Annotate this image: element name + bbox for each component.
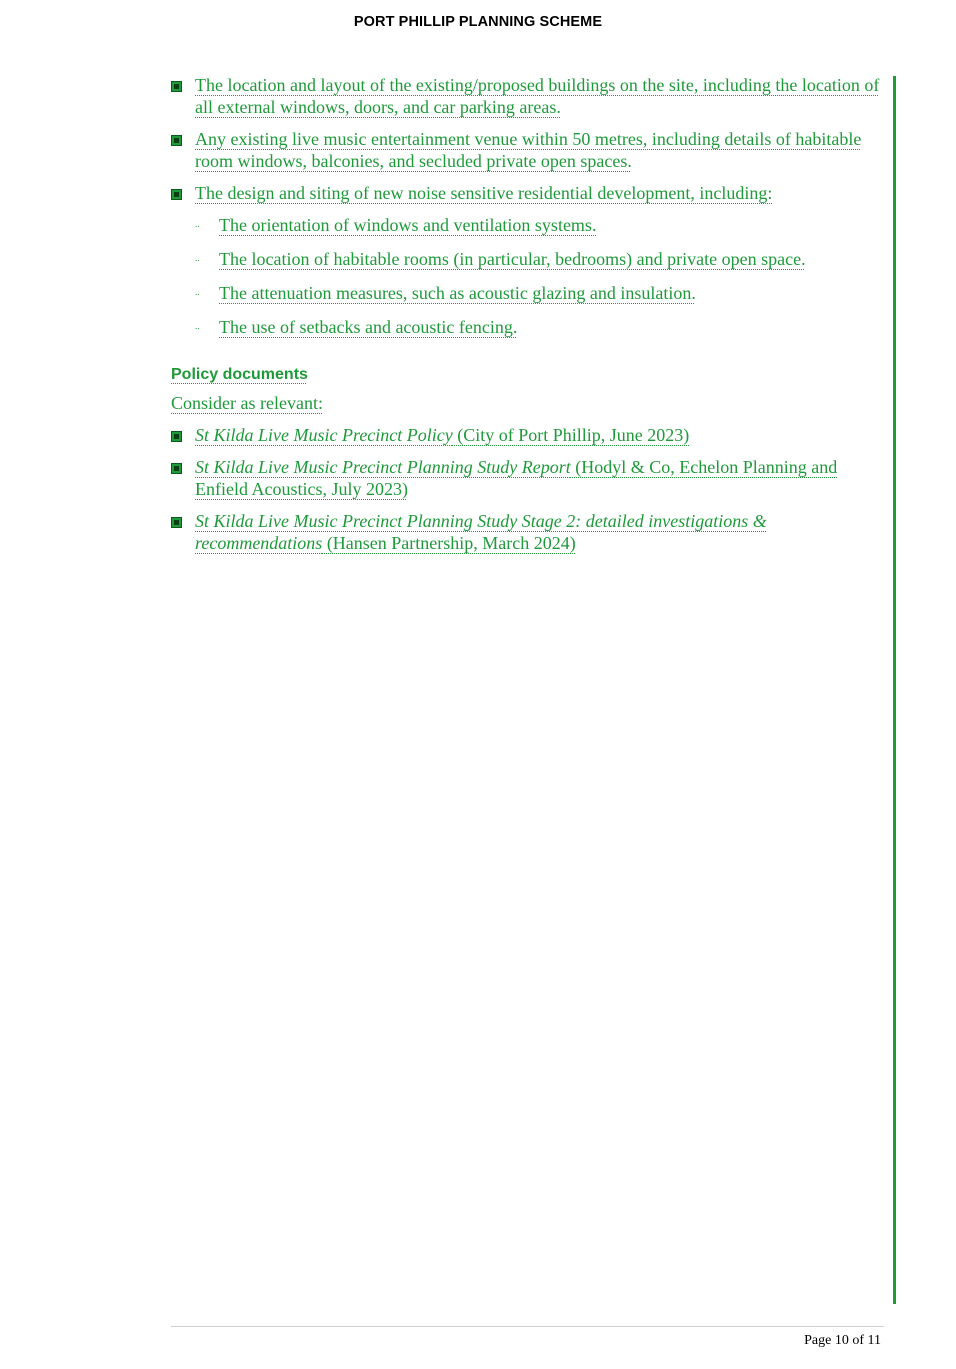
list-item-text: The design and siting of new noise sensitive residential development, including: (195, 183, 773, 203)
sub-list (195, 214, 885, 338)
list-item-text: Any existing live music entertainment venue within 50 metres, including details of habitable room windows, balconies, and secluded private open spaces. (195, 129, 862, 171)
footer-divider (171, 1326, 884, 1327)
sub-list-item (195, 316, 885, 338)
main-content (171, 74, 885, 564)
square-bullet-icon (171, 81, 182, 92)
page-header-title: PORT PHILLIP PLANNING SCHEME (353, 14, 603, 30)
square-bullet-icon (171, 517, 182, 528)
policy-document-text (195, 511, 767, 553)
policy-document-item (171, 456, 885, 500)
policy-document-source: (Hansen Partnership, March 2024) (322, 533, 576, 553)
list-item (171, 128, 885, 172)
policy-document-item (171, 510, 885, 554)
policy-document-text (195, 457, 837, 499)
policy-document-text (195, 425, 689, 445)
change-bar (893, 76, 896, 1304)
sub-bullet-marker: .. (195, 253, 200, 263)
policy-document-title: St Kilda Live Music Precinct Policy (195, 425, 453, 445)
square-bullet-icon (171, 189, 182, 200)
policy-document-item (171, 424, 885, 446)
sub-list-item (195, 282, 885, 304)
sub-bullet-marker: .. (195, 321, 200, 331)
sub-list-item (195, 214, 885, 236)
policy-document-title: St Kilda Live Music Precinct Planning Study Report (195, 457, 571, 477)
policy-document-source: (City of Port Phillip, June 2023) (452, 425, 690, 445)
list-item (171, 74, 885, 118)
square-bullet-icon (171, 463, 182, 474)
list-item (171, 182, 885, 338)
policy-document-title: St Kilda Live Music Precinct Planning Study Stage 2: detailed investigations & recommendations (195, 511, 767, 553)
sub-list-item (195, 248, 885, 270)
policy-documents-heading: Policy documents (171, 366, 308, 383)
sub-list-item-text: The location of habitable rooms (in particular, bedrooms) and private open space. (219, 249, 806, 269)
requirements-list (171, 74, 885, 338)
page-number: Page 10 of 11 (804, 1333, 881, 1348)
sub-bullet-marker: .. (195, 219, 200, 229)
sub-bullet-marker: .. (195, 287, 200, 297)
sub-list-item-text: The attenuation measures, such as acoustic glazing and insulation. (219, 283, 696, 303)
list-item-text: The location and layout of the existing/proposed buildings on the site, including the location of all external windows, doors, and car parking areas. (195, 75, 880, 117)
policy-documents-list (171, 424, 885, 554)
square-bullet-icon (171, 431, 182, 442)
policy-intro: Consider as relevant: (171, 393, 323, 413)
sub-list-item-text: The orientation of windows and ventilation systems. (219, 215, 597, 235)
sub-list-item-text: The use of setbacks and acoustic fencing. (219, 317, 518, 337)
square-bullet-icon (171, 135, 182, 146)
policy-document-source: (Hodyl & Co, Echelon Planning and Enfield Acoustics, July 2023) (195, 457, 838, 499)
